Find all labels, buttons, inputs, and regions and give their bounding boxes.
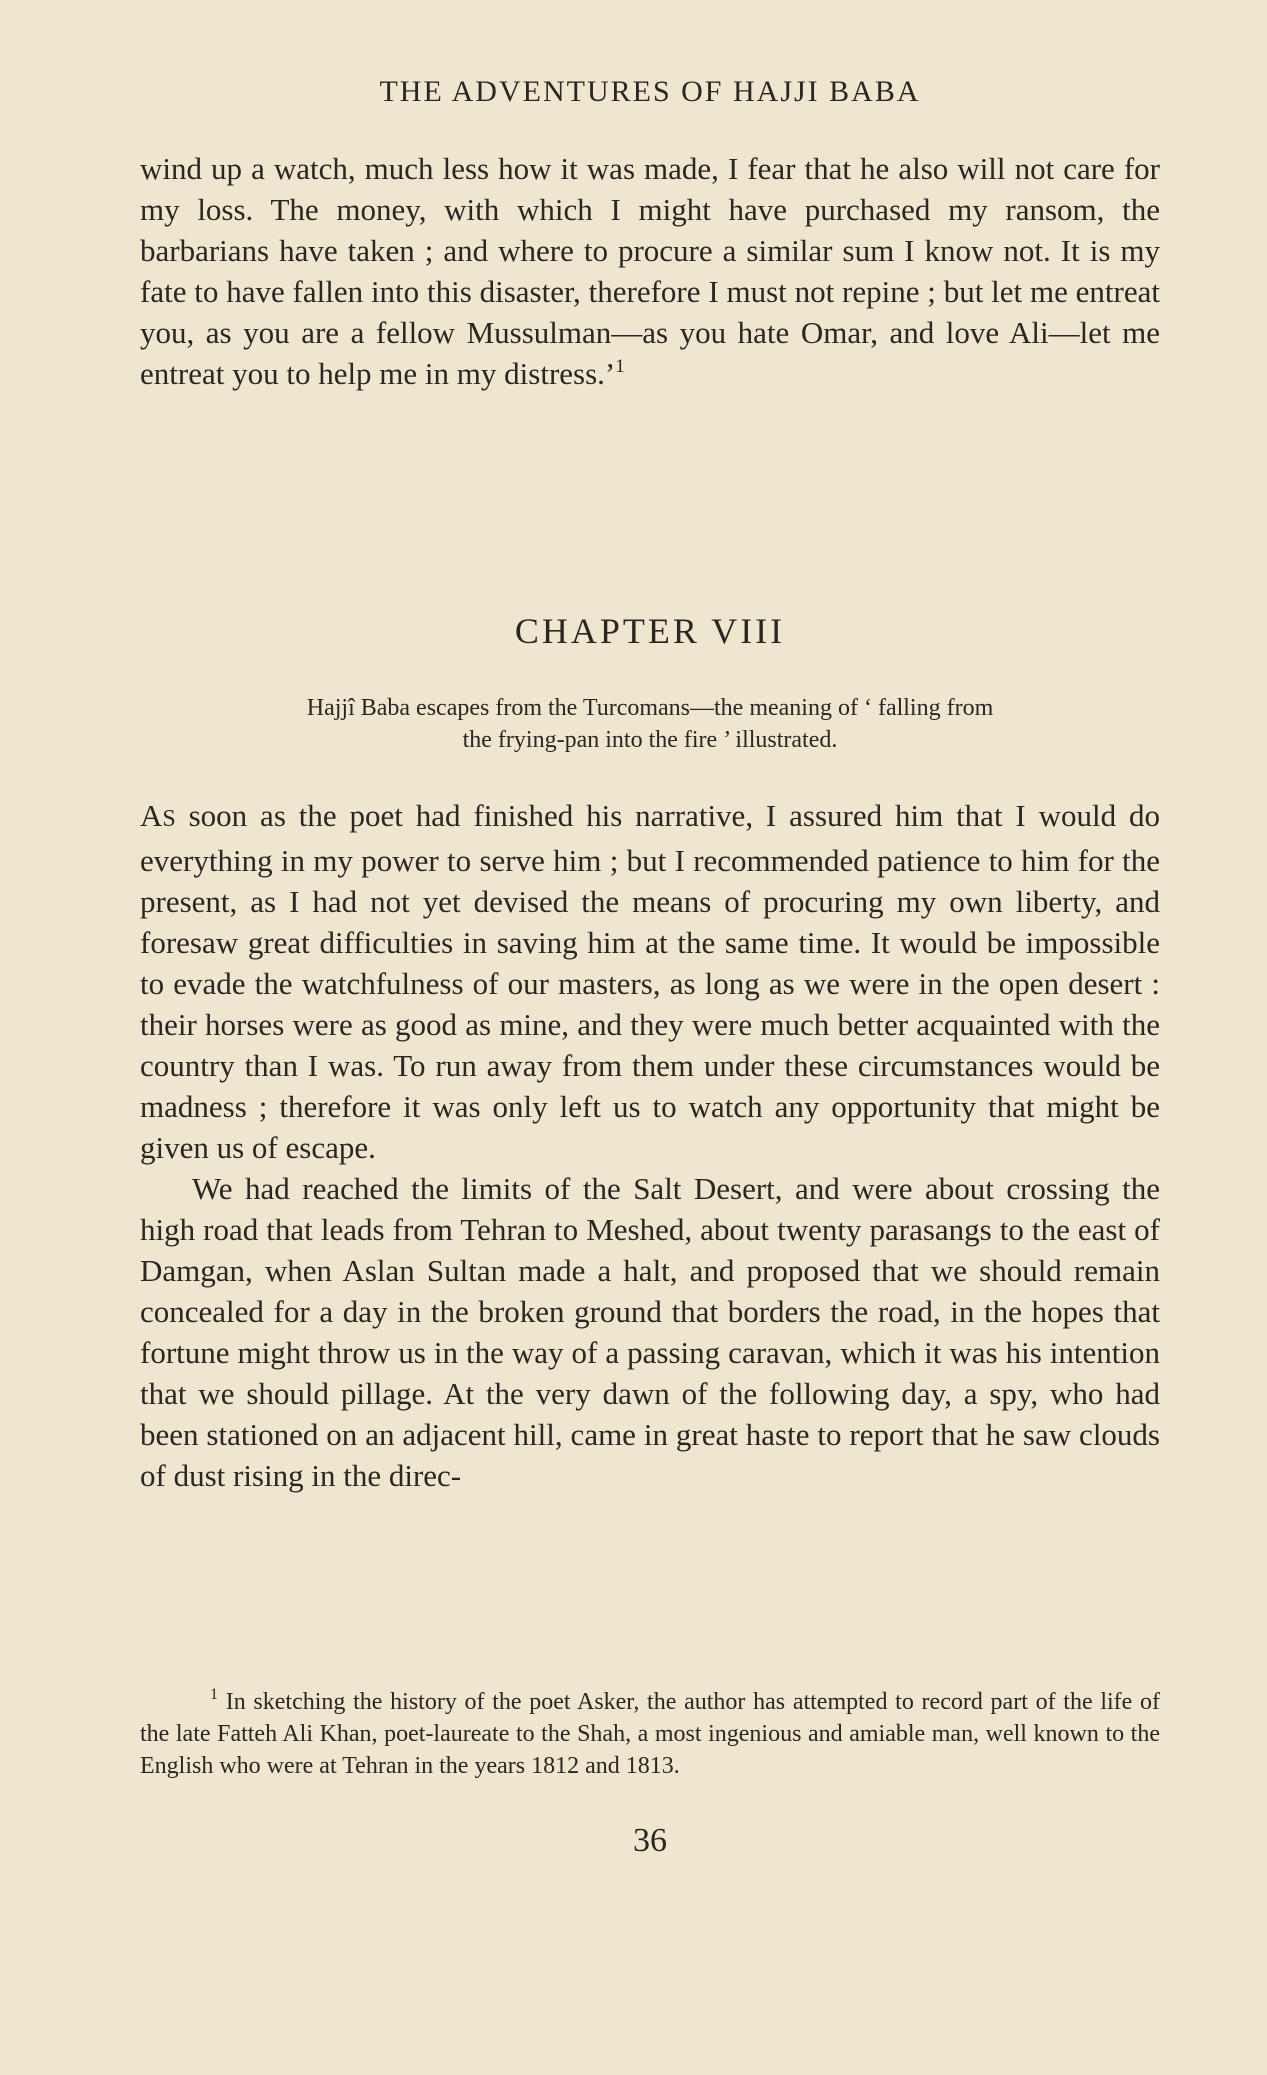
initial-small-cap: S — [162, 806, 176, 832]
footnote-text: In sketching the history of the poet Asker, the author has attempted to record part of the life of the late Fatteh Ali Khan, poet-laureate to the Shah, a most ingenious and amiable man, well known to the English who were at Tehran in the years 1812 and 1813. — [140, 1689, 1161, 1779]
initial-letter: A — [140, 798, 163, 833]
continued-paragraph — [140, 148, 1160, 394]
chapter-summary — [160, 692, 1140, 756]
chapter-paragraph-1 — [140, 795, 1160, 1168]
chapter-title: CHAPTER VIII — [514, 611, 786, 651]
continued-paragraph-text: wind up a watch, much less how it was made, I fear that he also will not care for my loss. The money, with which I might have purchased my ransom, the barbarians have taken ; and where to procure a similar sum I know not. It is my fate to have fallen into this disaster, therefore I must not repine ; but let me entreat you, as you are a fellow Mussulman—as you hate Omar, and love Ali—let me entreat you to help me in my distress.’ — [140, 151, 1160, 391]
chapter-paragraph-1-text: soon as the poet had finished his narrative, I assured him that I would do everything in my power to serve him ; but I recommended patience to him for the present, as I had not yet devised the means of procuring my own liberty, and foresaw great difficulties in saving him at the same time. It would be impossible to evade the watchfulness of our masters, as long as we were in the open desert : their horses were as good as mine, and they were much better acquainted with the country than I was. To run away from them under these circumstances would be madness ; therefore it was only left us to watch any opportunity that might be given us of escape. — [140, 798, 1160, 1165]
footnote — [140, 1686, 1160, 1782]
page-number: 36 — [633, 1822, 667, 1859]
chapter-paragraph-2: We had reached the limits of the Salt Desert, and were about crossing the high road that leads from Tehran to Meshed, about twenty parasangs to the east of Damgan, when Aslan Sultan made a halt, and proposed that we should remain concealed for a day in the broken ground that borders the road, in the hopes that fortune might throw us in the way of a passing caravan, which it was his intention that we should pillage. At the very dawn of the following day, a spy, who had been stationed on an adjacent hill, came in great haste to report that he saw clouds of dust rising in the direc- — [140, 1171, 1160, 1493]
footnote-marker: 1 — [210, 1686, 218, 1703]
book-page — [140, 0, 1160, 2075]
chapter-summary-line-2: the frying-pan into the fire ’ illustrated. — [462, 727, 838, 753]
chapter-body — [140, 795, 1160, 1496]
footnote-reference: 1 — [615, 356, 625, 377]
running-head: THE ADVENTURES OF HAJJI BABA — [379, 75, 921, 108]
chapter-summary-line-1: Hajjî Baba escapes from the Turcomans—the meaning of ‘ falling from — [306, 695, 994, 721]
